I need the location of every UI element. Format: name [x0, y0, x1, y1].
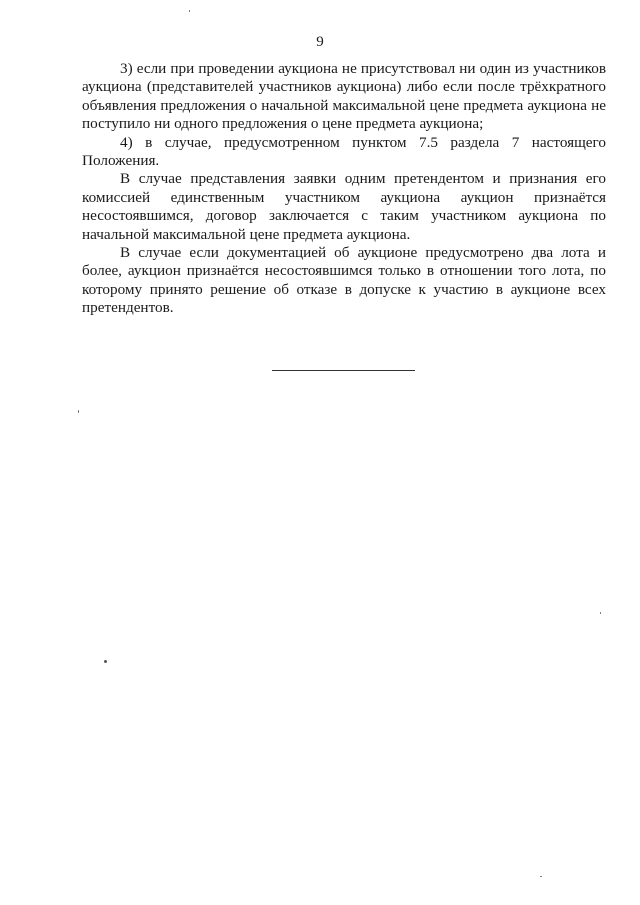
paragraph-item-4: 4) в случае, предусмотренном пунктом 7.5 раздела 7 настоящего Положения.: [82, 133, 606, 170]
end-of-section-divider: [272, 370, 415, 371]
scan-speck: [189, 10, 190, 12]
paragraph-multiple-lots: В случае если документацией об аукционе предусмотрено два лота и более, аукцион признаётся несостоявшимся только в отношении того лота, по которому принято решение об отказе в допуске к участию в аукционе всех претендентов.: [82, 244, 606, 317]
paragraph-item-3: 3) если при проведении аукциона не присутствовал ни один из участников аукциона (представителей участников аукциона) либо если после трёхкратного объявления предложения о начальной максимальной цене предмета аукциона не поступило ни одного предложения о цене предмета аукциона;: [82, 60, 606, 133]
scan-speck: [540, 876, 542, 877]
scan-speck: [104, 660, 107, 663]
document-body: [82, 60, 606, 318]
scan-speck: [78, 410, 79, 413]
page-number: 9: [316, 34, 324, 50]
scan-speck: [600, 612, 601, 614]
paragraph-single-applicant: В случае представления заявки одним претендентом и признания его комиссией единственным участником аукциона аукцион признаётся несостоявшимся, договор заключается с таким участником аукциона по начальной максимальной цене предмета аукциона.: [82, 170, 606, 243]
